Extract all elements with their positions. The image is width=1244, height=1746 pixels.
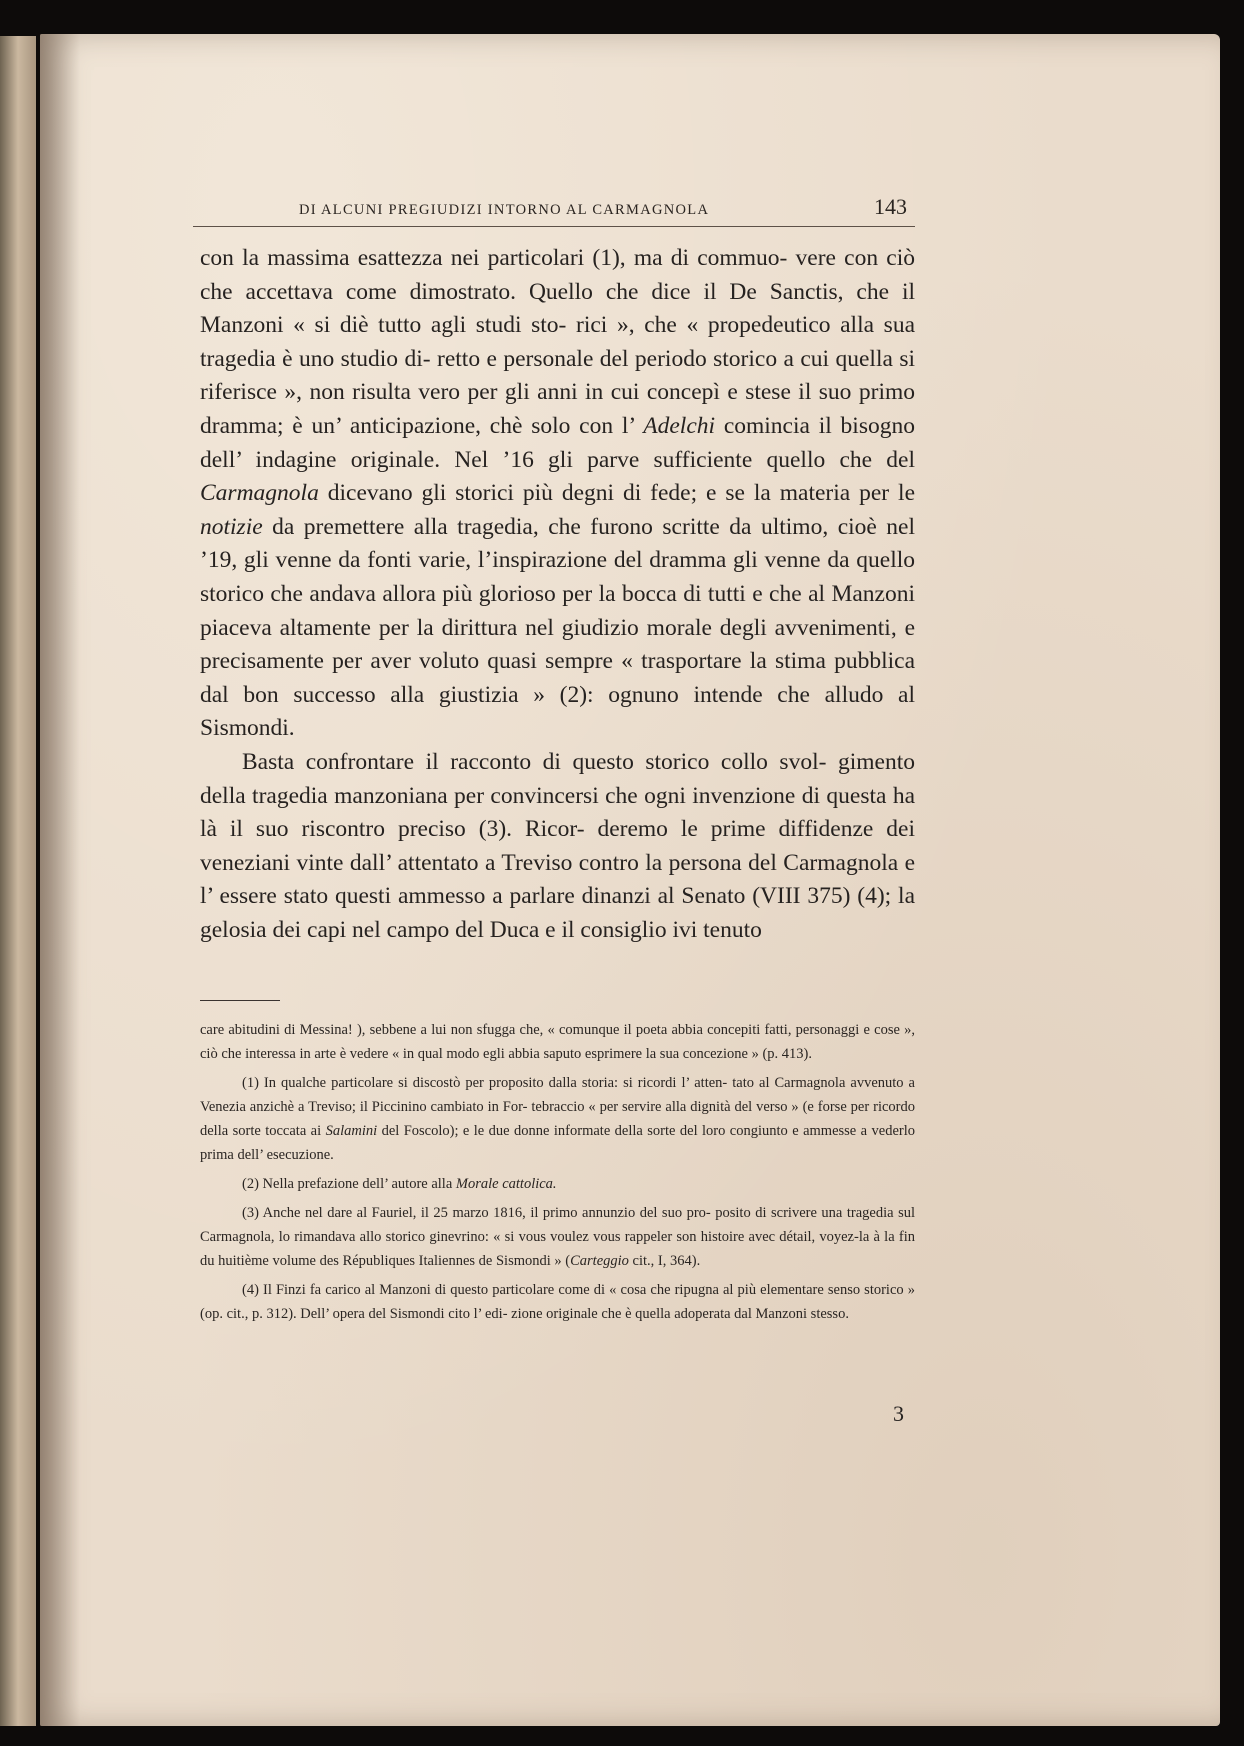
text-line: giudizio morale degli avvenimenti, e precisamente per aver [200, 614, 916, 675]
footnote-3 [200, 1201, 915, 1273]
italic-name: Salamini [325, 1123, 378, 1139]
facing-page-edge [0, 36, 36, 1726]
page-number: 143 [874, 194, 907, 219]
text-line: successo alla giustizia » (2): ognuno intende che alludo al [293, 681, 915, 708]
text-line: a Treviso contro la persona del Carmagnola e l’ essere stato [200, 849, 916, 910]
signature-mark: 3 [893, 1401, 904, 1426]
running-head-title: DI ALCUNI PREGIUDIZI INTORNO AL CARMAGNOLA [299, 202, 710, 218]
italic-title: Carteggio [570, 1253, 629, 1269]
footnote-line: cit., I, 364). [628, 1253, 701, 1269]
text-line: gelosia dei capi nel campo del Duca e il consiglio ivi tenuto [200, 916, 762, 943]
text-line: quello storico che andava allora più glorioso per la bocca di [200, 547, 916, 607]
footnotes [200, 1018, 915, 1326]
text-line: tutti e che al Manzoni piaceva altamente per la dirittura nel [200, 580, 916, 641]
footnote-line: al più elementare senso storico » (op. cit., p. 312). Dell’ opera del Sismondi cito l’ edi- [200, 1282, 915, 1322]
text-line: venne da fonti varie, l’inspirazione del dramma gli venne da [275, 547, 850, 574]
text-line: dicevano gli storici più [318, 480, 553, 507]
text-line: voluto quasi sempre « trasportare la stima pubblica dal bon [200, 648, 916, 708]
text-line: degni di fede; e se la materia per le [561, 480, 916, 507]
text-line: rici », che « propedeutico alla sua tragedia è uno studio di- [200, 312, 915, 372]
footnote-line: concepiti fatti, personaggi e cose », ciò che interessa in arte è vedere « in qual modo [200, 1022, 915, 1062]
footnote-line: (2) Nella prefazione dell’ autore alla [242, 1176, 456, 1192]
italic-title: Adelchi [643, 412, 716, 439]
spine-shadow [40, 34, 80, 1726]
footnote-continuation [200, 1018, 915, 1066]
text-line: questi ammesso a parlare dinanzi al Senato (VIII 375) (4); la [334, 883, 916, 910]
footnote-line: a vederlo prima dell’ esecuzione. [200, 1123, 916, 1163]
footnote-2 [200, 1172, 915, 1196]
footnote-line: care abitudini di Messina! ), sebbene a lui non sfugga che, « comunque il poeta abbia [200, 1022, 703, 1038]
text-line: da premettere [262, 513, 405, 540]
footnote-line: zione originale che è quella adoperata dal Manzoni stesso. [511, 1306, 849, 1322]
footnote-line: del Foscolo); e le due donne informate della sorte del loro congiunto e ammesse [377, 1123, 857, 1139]
paragraph-1 [200, 242, 915, 746]
text-line: invenzione di questa ha là il suo riscontro preciso (3). Ricor- [200, 782, 915, 843]
text-line: con la massima esattezza nei particolari (1), ma di commuo- [200, 245, 788, 271]
running-head [193, 194, 915, 227]
footnote-line: vous voulez vous rappeler son histoire avec détail, voyez-la à la fin du huitième volume [200, 1229, 915, 1269]
text-line: Sismondi. [200, 715, 295, 742]
footnote-line: egli abbia saputo esprimere la sua concezione » (p. 413). [483, 1046, 812, 1062]
footnote-line: posito di scrivere una tragedia sul Carmagnola, lo rimandava allo storico ginevrino: « si [200, 1205, 915, 1245]
text-line: comincia il bisogno dell’ indagine originale. Nel ’16 gli parve [200, 412, 915, 473]
footnote-line: tebraccio « per servire alla dignità del verso » (e forse per ricordo della sorte toccata ai [200, 1099, 915, 1139]
footnote-line: (3) Anche nel dare al Fauriel, il 25 marzo 1816, il primo annunzio del suo pro- [242, 1205, 711, 1221]
footnote-line: (1) In qualche particolare si discostò per proposito dalla storia: si ricordi l’ atten- [242, 1075, 728, 1091]
italic-word: notizie [200, 513, 263, 540]
italic-title: Carmagnola [200, 480, 319, 507]
footnote-line: (4) Il Finzi fa carico al Manzoni di questo particolare come di « cosa che ripugna [242, 1282, 719, 1298]
text-line: retto e personale del periodo storico a cui quella si riferisce », [200, 345, 915, 406]
paragraph-2 [200, 746, 915, 948]
italic-title: Morale cattolica. [455, 1176, 557, 1192]
text-line: primo dramma; è un’ anticipazione, chè solo con l’ [200, 379, 916, 439]
footnote-1 [200, 1071, 915, 1167]
text-line: gimento della tragedia manzoniana per convincersi che ogni [200, 748, 915, 809]
text-line: non risulta vero per gli anni in cui concepì e stese il suo [309, 379, 852, 406]
text-line: il De Sanctis, che il Manzoni « si diè tutto agli studi sto- [200, 278, 916, 339]
text-line: Basta confrontare il racconto di questo storico collo svol- [242, 748, 827, 775]
footnote-rule [200, 1000, 280, 1001]
footnote-line: tato al Carmagnola avvenuto a Venezia anzichè a Treviso; il Piccinino cambiato in For- [200, 1075, 915, 1115]
text-line: deremo le prime diffidenze dei veneziani vinte dall’ attentato [200, 816, 915, 876]
text-line: sufficiente quello che del [653, 446, 916, 473]
footnote-4 [200, 1278, 915, 1326]
text-line: vere con ciò che accettava come dimostrato. Quello che dice [200, 245, 916, 305]
body-text [200, 242, 915, 947]
text-line: alla tragedia, che furono scritte da ultimo, cioè nel ’19, gli [200, 513, 916, 574]
footnote-line: des Républiques Italiennes de Sismondi » ( [319, 1253, 571, 1269]
